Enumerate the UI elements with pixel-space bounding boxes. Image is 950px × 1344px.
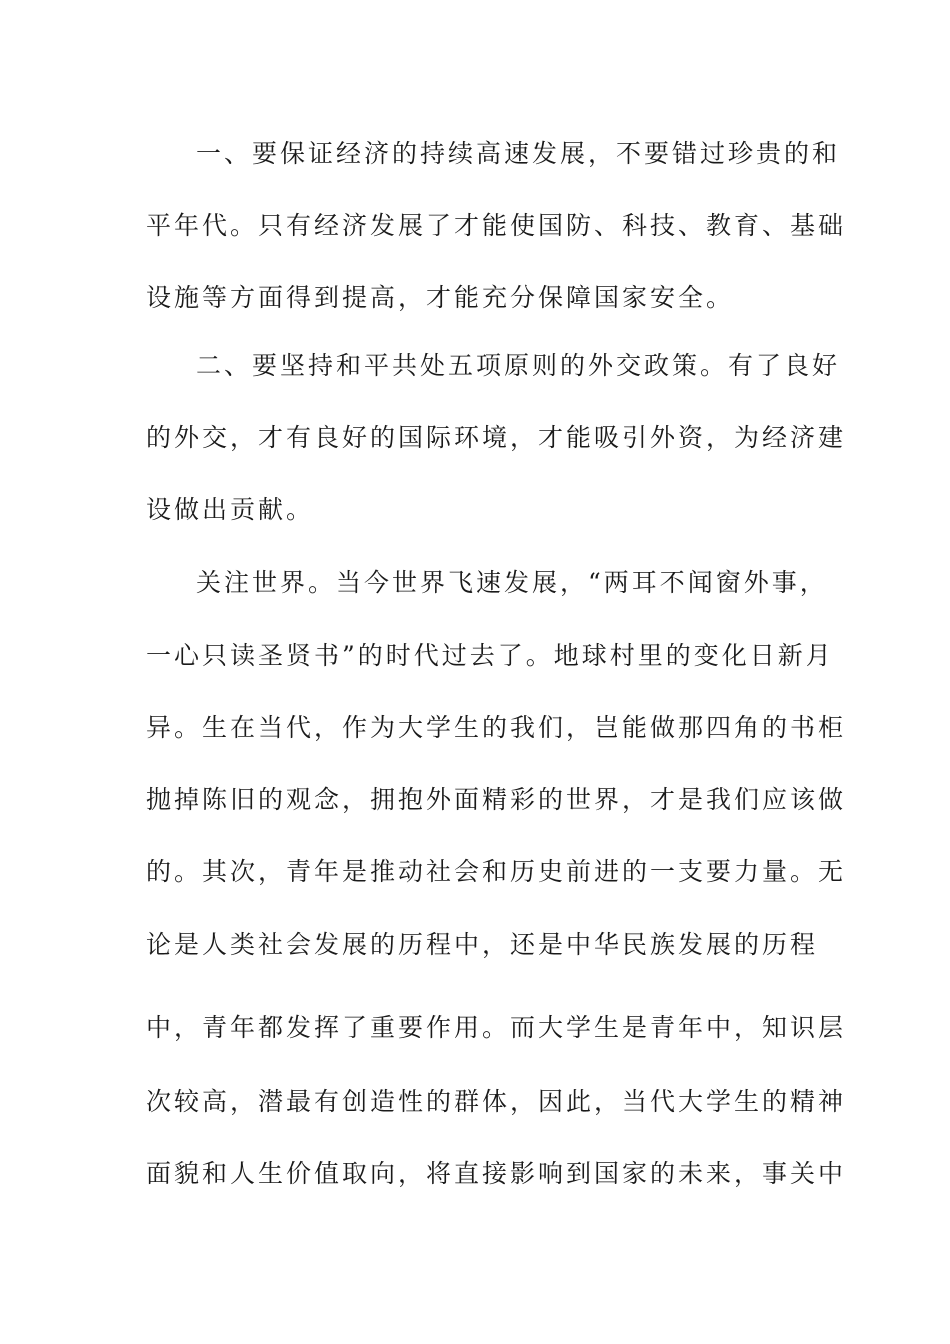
text-line: 抛掉陈旧的观念，拥抱外面精彩的世界，才是我们应该做 [146,785,847,814]
text-line: 的外交，才有良好的国际环境，才能吸引外资，为经济建 [146,423,847,452]
text-line: 关注世界。当今世界飞速发展，“两耳不闻窗外事， [196,568,828,597]
text-line: 设做出贡献。 [146,495,315,524]
text-line: 一、要保证经济的持续高速发展，不要错过珍贵的和 [196,139,841,168]
text-line: 设施等方面得到提高，才能充分保障国家安全。 [146,283,735,312]
text-line: 次较高，潜最有创造性的群体，因此，当代大学生的精神 [146,1087,847,1116]
text-line: 论是人类社会发展的历程中，还是中华民族发展的历程 [146,930,819,959]
text-line: 异。生在当代，作为大学生的我们，岂能做那四角的书柜 [146,713,847,742]
text-line: 一心只读圣贤书”的时代过去了。地球村里的变化日新月 [146,641,834,670]
text-line: 平年代。只有经济发展了才能使国防、科技、教育、基础 [146,211,847,240]
text-line: 面貌和人生价值取向，将直接影响到国家的未来，事关中 [146,1159,847,1188]
text-line: 的。其次，青年是推动社会和历史前进的一支要力量。无 [146,857,847,886]
text-line: 中，青年都发挥了重要作用。而大学生是青年中，知识层 [146,1013,847,1042]
text-line: 二、要坚持和平共处五项原则的外交政策。有了良好 [196,351,841,380]
